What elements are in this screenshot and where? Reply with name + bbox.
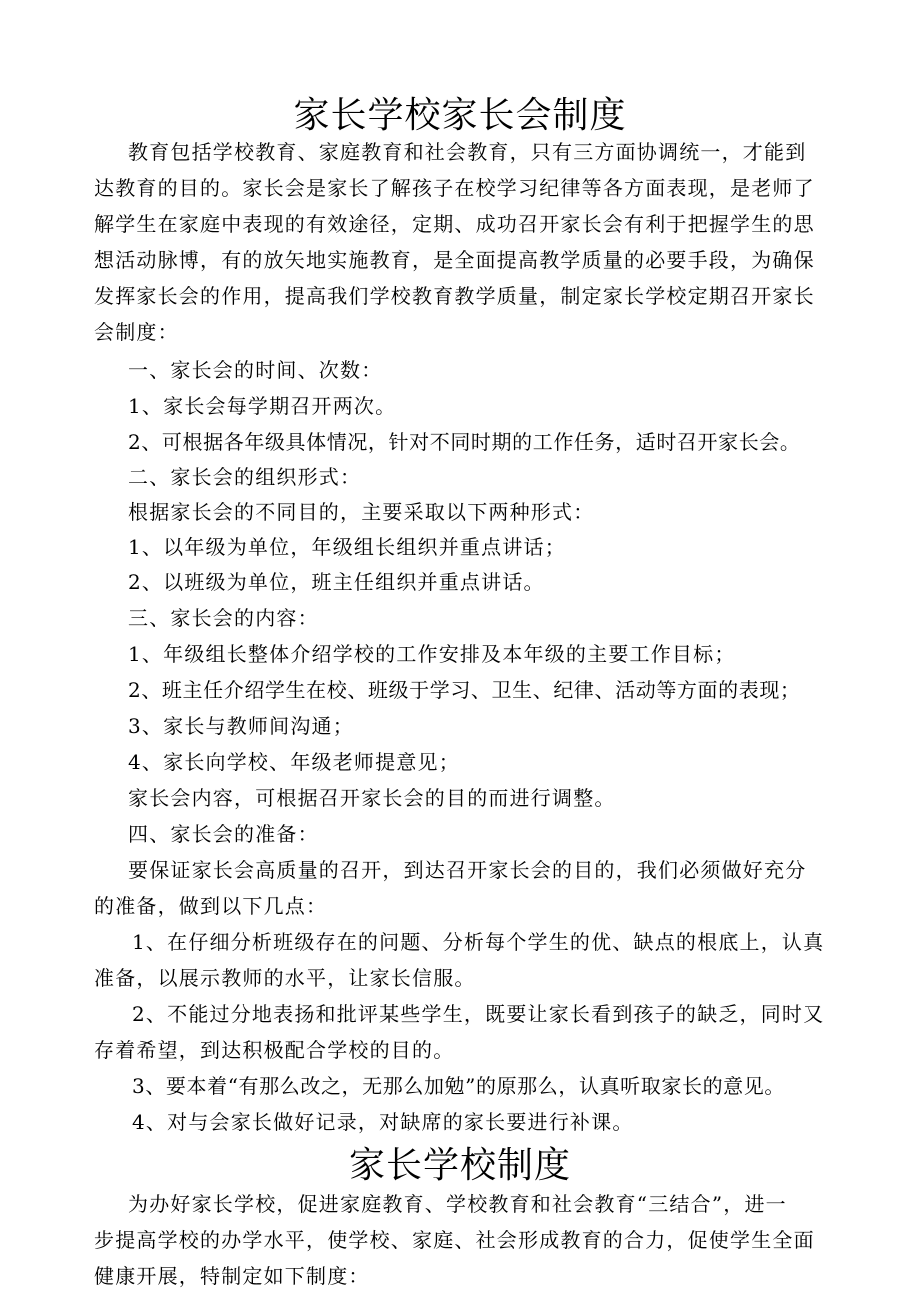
heading-content: 三、家长会的内容：	[128, 606, 319, 630]
section1-intro-line: 解学生在家庭中表现的有效途径，定期、成功召开家长会有利于把握学生的思	[94, 212, 815, 236]
heading-organization: 二、家长会的组织形式：	[128, 465, 362, 489]
list-item-continued: 准备，以展示教师的水平，让家长信服。	[94, 966, 476, 990]
list-item: 4、对与会家长做好记录，对缺席的家长要进行补课。	[132, 1110, 634, 1134]
list-item: 4、家长向学校、年级老师提意见；	[128, 750, 460, 774]
list-item: 3、家长与教师间沟通；	[128, 714, 354, 738]
list-item-continued: 存着希望，到达积极配合学校的目的。	[94, 1038, 455, 1062]
section2-intro-line: 为办好家长学校，促进家庭教育、学校教育和社会教育“三结合”，进一	[128, 1192, 787, 1216]
list-item: 1、年级组长整体介绍学校的工作安排及本年级的主要工作目标；	[128, 642, 736, 666]
paragraph-note: 家长会内容，可根据召开家长会的目的而进行调整。	[128, 786, 616, 810]
list-item: 2、班主任介绍学生在校、班级于学习、卫生、纪律、活动等方面的表现；	[128, 678, 801, 702]
list-item: 2、以班级为单位，班主任组织并重点讲话。	[128, 570, 545, 594]
paragraph-line: 要保证家长会高质量的召开，到达召开家长会的目的，我们必须做好充分	[128, 858, 807, 882]
heading-preparation: 四、家长会的准备：	[128, 822, 319, 846]
section1-intro-line: 发挥家长会的作用，提高我们学校教育教学质量，制定家长学校定期召开家长	[94, 284, 815, 308]
section2-intro-line: 健康开展，特制定如下制度：	[94, 1264, 370, 1288]
section2-title: 家长学校制度	[348, 1145, 571, 1186]
list-item: 1、家长会每学期召开两次。	[128, 394, 397, 418]
list-item: 3、要本着“有那么改之，无那么加勉”的原那么，认真听取家长的意见。	[132, 1074, 785, 1098]
section1-intro-line: 达教育的目的。家长会是家长了解孩子在校学习纪律等各方面表现，是老师了	[94, 176, 815, 200]
section1-intro-line: 教育包括学校教育、家庭教育和社会教育，只有三方面协调统一，才能到	[128, 140, 807, 164]
section1-title: 家长学校家长会制度	[293, 95, 627, 136]
paragraph-line: 的准备，做到以下几点：	[94, 894, 328, 918]
list-item: 2、不能过分地表扬和批评某些学生，既要让家长看到孩子的缺乏，同时又	[132, 1002, 825, 1026]
list-item: 1、以年级为单位，年级组长组织并重点讲话；	[128, 535, 566, 559]
paragraph-lead: 根据家长会的不同目的，主要采取以下两种形式：	[128, 500, 595, 524]
section1-intro-line: 会制度：	[94, 320, 179, 344]
heading-meeting-time: 一、家长会的时间、次数：	[128, 358, 383, 382]
list-item: 1、在仔细分析班级存在的问题、分析每个学生的优、缺点的根底上，认真	[132, 930, 825, 954]
section1-intro-line: 想活动脉博，有的放矢地实施教育，是全面提高教学质量的必要手段，为确保	[94, 248, 815, 272]
list-item: 2、可根据各年级具体情况，针对不同时期的工作任务，适时召开家长会。	[128, 430, 801, 454]
section2-intro-line: 步提高学校的办学水平，使学校、家庭、社会形成教育的合力，促使学生全面	[94, 1228, 815, 1252]
